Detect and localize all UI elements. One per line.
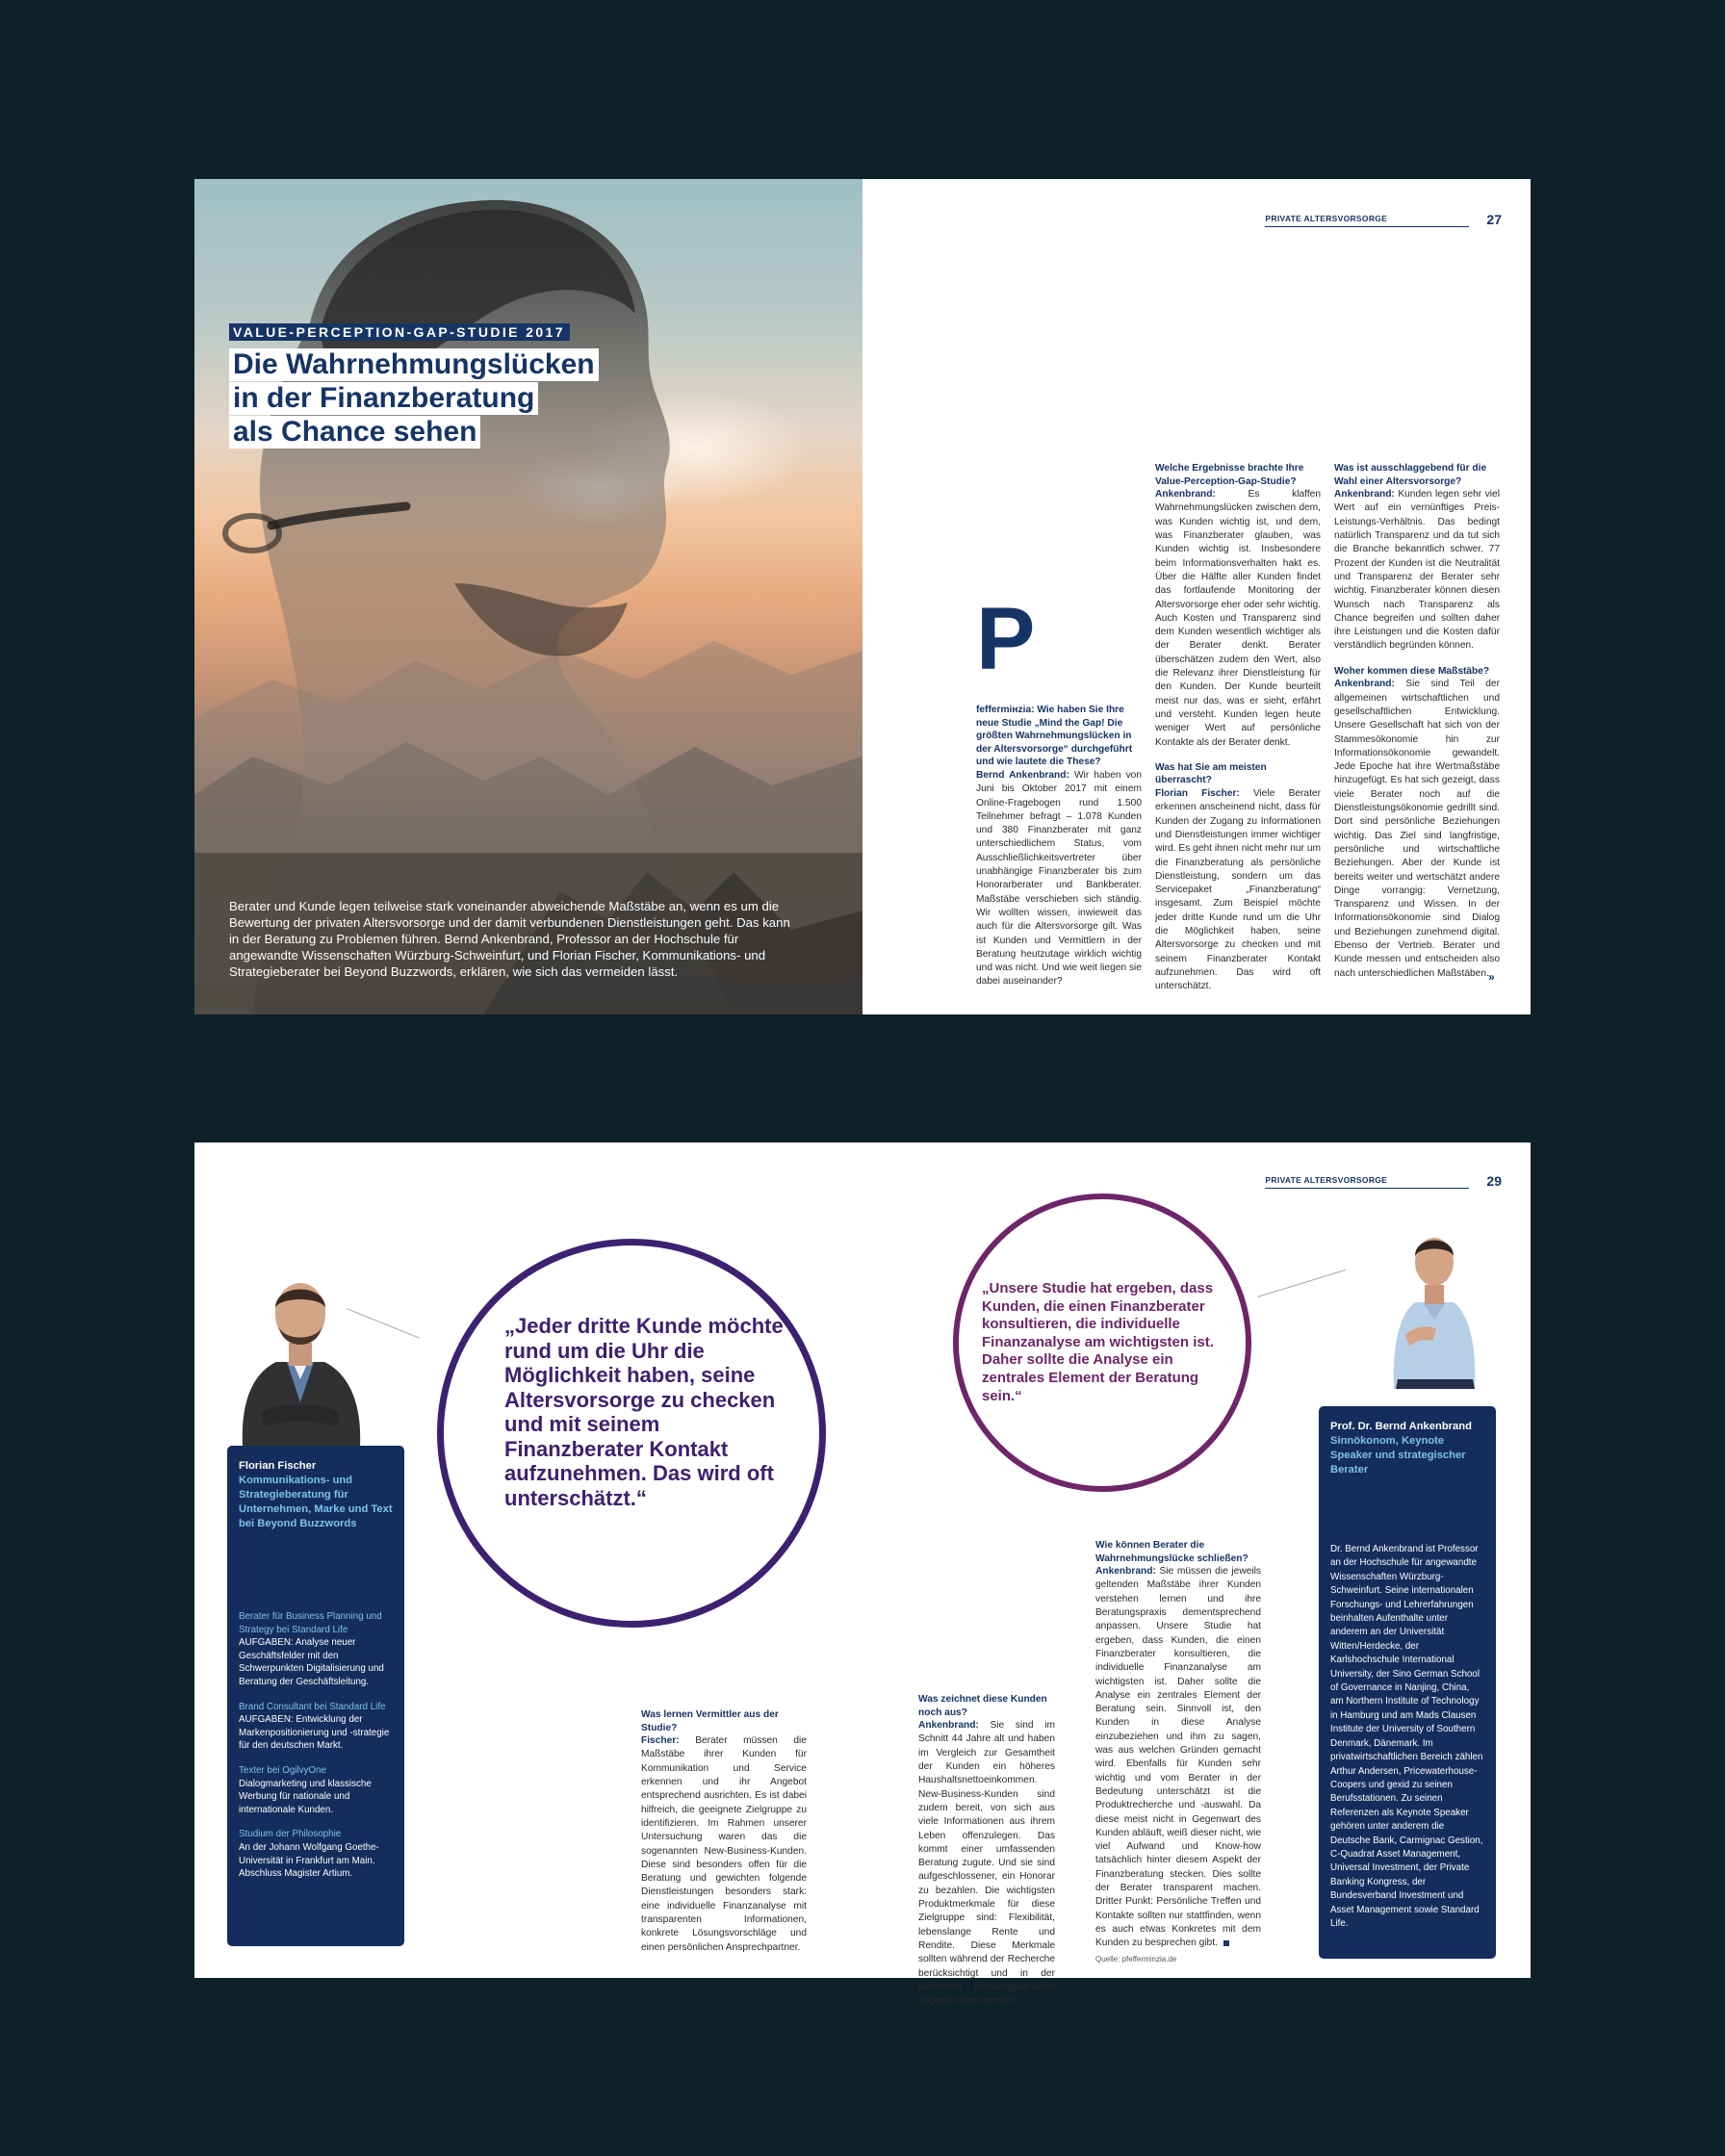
source-note: Quelle: pfefferminzia.de [1095, 1954, 1177, 1964]
article-column-1 [976, 704, 1142, 989]
career-entry-text: Dialogmarketing und klassische Werbung für nationale und internationale Kunden. [239, 1778, 372, 1815]
career-entry [239, 1701, 393, 1753]
speaker-label: Florian Fischer: [1155, 788, 1240, 800]
magazine-spread-page-27 [194, 179, 1531, 1014]
profile-role: Kommunikations- und Strategieberatung für Unternehmen, Marke und Text bei Beyond Buzzwords [239, 1475, 393, 1529]
career-entry-text: AUFGABEN: Analyse neuer Geschäftsfelder mit den Schwerpunkten Digitalisierung und Beratung der Geschäftsleitung. [239, 1637, 384, 1687]
interview-answer: Sie sind im Schnitt 44 Jahre alt und haben im Vergleich zur Gesamtheit der Kunden ein höheres Haushaltsnettoeinkommen. New-Business-Kunden sind zudem bereit, von sich aus viele Informationen aus ihrem Leben offenzulegen. Das kommt einer umfassenden Beratung zugute. Und sie sind aufgeschlossener, ein Honorar zu bezahlen. Die wichtigsten Produktmerkmale für diese Zielgruppe sind: Flexibilität, lebenslange Rente und Rendite. Diese Merkmale sollten während der Recherche berücksichtigt und in der konkreten Beratungssituation angesprochen werden. [918, 1720, 1055, 2007]
career-entry-text: An der Johann Wolfgang Goethe-Universität in Frankfurt am Main. Abschluss Magister Artium. [239, 1841, 379, 1880]
interview-question: Was ist ausschlaggebend für die Wahl einer Altersvorsorge? [1334, 463, 1487, 487]
interview-question: Welche Ergebnisse brachte Ihre Value-Perception-Gap-Studie? [1155, 463, 1304, 487]
speaker-label: Ankenbrand: [1334, 489, 1395, 500]
interview-answer: Wir haben von Juni bis Oktober 2017 mit einem Online-Fragebogen rund 1.500 Teilnehmer befragt – 1.078 Kunden und 380 Finanzberater mit ganz unterschiedlichem Status, vom Ausschließlichkeitsvertreter über unabhängige Finanzberater bis zum Honorarberater und Bankberater. Maßstäbe verschieben sich ständig. Wir wollten wissen, inwieweit das auch für die Altersvorsorge gilt. Was ist Kunden und Vermittlern in der Beratung heutzutage wirklich wichtig und was nicht. Und wie weit liegen sie dabei auseinander? [976, 769, 1142, 988]
headline-line-3: als Chance sehen [229, 416, 480, 449]
career-entry [239, 1828, 393, 1880]
article-column-b [918, 1693, 1055, 2008]
career-entry-title: Berater für Business Planning und Strategy bei Standard Life [239, 1611, 382, 1635]
interview-answer: Sie sind Teil der allgemeinen wirtschaftlichen und gesellschaftlichen Entwicklung. Unsere Gesellschaft hat sich von der Stammesökonomie hin zur Informationsökonomie gewandelt. Jede Epoche hat ihre Wertmaßstäbe hinzugefügt. Es hat sich gezeigt, dass viele Berater noch auf die Dienstleistungsökonomie gedrillt sind. Dort sind persönliche Beziehungen wichtig. Das Ziel sind langfristige, persönliche und wirtschaftliche Beziehungen. Aber der Kunde ist bereits weiter und wertschätzt andere Dinge vorrangig: Vernetzung, Transparenz und Wissen. In der Informationsökonomie sind Dialog und Beziehungen zunehmend digital. Ebenso der Vertrieb. Berater und Kunde messen und entscheiden also nach unterschiedlichen Maßstäben. [1334, 679, 1500, 979]
continue-arrow-icon: » [1488, 970, 1495, 984]
speaker-label: Ankenbrand: [918, 1720, 979, 1732]
fischer-profile-card [227, 1446, 404, 1946]
article-column-3 [1334, 462, 1500, 992]
article-column-c [1095, 1539, 1261, 1966]
running-header [1265, 212, 1502, 227]
interview-question: Woher kommen diese Maßstäbe? [1334, 665, 1490, 677]
interview-answer: Kunden legen sehr viel Wert auf ein vernünftiges Preis-Leistungs-Verhältnis. Das bedingt natürlich Transparenz und da tut sich die Branche bekanntlich schwer. 77 Prozent der Kunden ist die Neutralität und Transparenz der Berater sehr wichtig. Finanzberater können diesen Wunsch nach Transparenz als Chance begreifen und sollten daher ihre Leistungen und die Kosten dafür verständlich begründen können. [1334, 489, 1500, 652]
drop-cap: P [976, 590, 1036, 688]
article-lead: Berater und Kunde legen teilweise stark voneinander abweichende Maßstäbe an, wenn es um die Bewertung der privaten Altersvorsorge und der damit verbundenen Dienstleistungen geht. Das kann in der Beratung zu Problemen führen. Bernd Ankenbrand, Professor an der Hochschule für angewandte Wissenschaften Würzburg-Schweinfurt, und Florian Fischer, Kommunikations- und Strategieberater bei Beyond Buzzwords, erklären, wie sich das vermeiden lässt. [229, 899, 790, 979]
profile-role: Sinnökonom, Keynote Speaker und strategischer Berater [1330, 1435, 1466, 1476]
interview-answer: Es klaffen Wahrnehmungslücken zwischen dem, was Kunden wichtig ist, und dem, was Finanzberater glauben, was Kunden wichtig ist. Insbesondere beim Informationsverhalten hakt es. Über die Hälfte aller Kunden findet das fortlaufende Monitoring der Altersvorsorge eher oder sehr wichtig. Auch Kosten und Transparenz sind dem Kunden wesentlich wichtiger als der Berater denkt. Berater überschätzen zudem den Wert, also die Relevanz ihrer Dienstleistung für den Kunden. Der Kunde beurteilt meist nur das, was er sieht, erfährt und versteht. Kunden legen heute weniger Wert auf persönliche Kontakte als der Berater denkt. [1155, 489, 1321, 748]
career-entry-text: AUFGABEN: Entwicklung der Markenpositionierung und -strategie für den deutschen Markt. [239, 1714, 390, 1752]
interview-answer: Berater müssen die Maßstäbe ihrer Kunden für Kommunikation und Service erkennen und ihr Angebot entsprechend ausrichten. Es ist dabei hilfreich, die geeignete Zielgruppe zu identifizieren. Im Rahmen unserer Untersuchung waren das die sogenannten New-Business-Kunden. Diese sind besonders offen für die Beratung und gewichten folgende Dienstleistungen besonders stark: eine individuelle Finanzanalyse mit transparenten Informationen, konkrete Lösungsvorschläge und einen persönlichen Ansprechpartner. [641, 1735, 807, 1953]
section-title: PRIVATE ALTERSVORSORGE [1265, 1175, 1469, 1189]
end-of-article-icon [1223, 1940, 1229, 1946]
interview-question: feffermінzia: Wie haben Sie Ihre neue Studie „Mind the Gap! Die größten Wahrnehmungslücken in der Altersvorsorge“ durchgeführt und wie lautete die These? [976, 705, 1133, 768]
speaker-label: Fischer: [641, 1735, 680, 1747]
profile-silhouette-image [194, 179, 862, 1014]
career-entry [239, 1610, 393, 1689]
double-exposure-photo [194, 179, 862, 1014]
running-header [1265, 1173, 1502, 1189]
interview-question: Was lernen Vermittler aus der Studie? [641, 1709, 779, 1733]
interview-answer: Sie müssen die jeweils geltenden Maßstäbe ihrer Kunden verstehen lernen und ihre Beratungspraxis dementsprechend anpassen. Unsere Studie hat ergeben, dass Kunden, die einen Finanzberater konsultieren, die individuelle Finanzanalyse am wichtigsten ist. Daher sollte die Analyse ein zentrales Element der Beratung sein. Sinnvoll ist, den Kunden in diese Analyse einzubeziehen und ihm zu sagen, was aus welchen Gründen gemacht wird. Ebenfalls für Kunden sehr wichtig und vom Berater in der Bedeutung unterschätzt ist die Produktrecherche und -auswahl. Da diese meist nicht in Gegenwart des Kunden abläuft, weiß dieser nicht, wie viel Aufwand und Know-how tatsächlich hinter diesem Aspekt der Finanzberatung stecken. Dies sollte der Berater transparent machen. Dritter Punkt: Persönliche Treffen und Kontakte sollten nur stattfinden, wenn es auch etwas Konkretes mit dem Kunden zu besprechen gibt. [1095, 1566, 1261, 1949]
headline-line-1: Die Wahrnehmungslücken [229, 348, 599, 381]
profile-bio: Dr. Bernd Ankenbrand ist Professor an der Hochschule für angewandte Wissenschaften Würzburg-Schweinfurt. Seine internationalen Forschungs- und Lehrerfahrungen beinhalten Aufenthalte unter anderem an der Universität Witten/Herdecke, der Karlshochschule International University, der Sino German School of Governance in Nanjing, China, am Northern Institute of Technology in Hamburg und am Mads Clausen Institute der University of Southern Denmark, Dänemark. Im privatwirtschaftlichen Bereich zählen Arthur Andersen, Pricewaterhouse-Coopers und gexid zu seinen Berufsstationen. Zu seinen Referenzen als Keynote Speaker gehören unter anderem die Deutsche Bank, Carmignac Gestion, C-Quadrat Asset Management, Universal Investment, der Private Banking Kongress, der Bundesverband Investment und Asset Management sowie Standard Life. [1330, 1544, 1483, 1929]
career-entry-title: Studium der Philosophie [239, 1829, 342, 1840]
career-entry-title: Brand Consultant bei Standard Life [239, 1701, 386, 1712]
profile-name: Florian Fischer [239, 1460, 317, 1472]
quote-connector-line [1257, 1270, 1346, 1297]
speaker-label: Ankenbrand: [1095, 1566, 1156, 1578]
interview-answer: Viele Berater erkennen anscheinend nicht, dass für Kunden der Zugang zu Informationen und Dienstleistungen immer wichtiger wird. Es geht ihnen nicht mehr nur um die Finanzberatung als persönliche Dienstleistung, sondern um das Servicepaket „Finanzberatung“ insgesamt. Zum Beispiel möchte jeder dritte Kunde rund um die Uhr die Möglichkeit haben, seine Altersvorsorge zu checken und mit seinem Finanzberater Kontakt aufzunehmen. Das wird oft unterschätzt. [1155, 788, 1321, 992]
article-column-a [641, 1708, 807, 1955]
speaker-label: Bernd Ankenbrand: [976, 769, 1069, 781]
florian-fischer-portrait [233, 1258, 368, 1446]
article-column-2 [1155, 462, 1321, 1005]
bernd-ankenbrand-portrait [1377, 1219, 1492, 1389]
article-kicker: VALUE-PERCEPTION-GAP-STUDIE 2017 [229, 323, 570, 341]
career-entry [239, 1764, 393, 1816]
profile-name: Prof. Dr. Bernd Ankenbrand [1330, 1421, 1472, 1432]
interview-question: Wie können Berater die Wahrnehmungslücke schließen? [1095, 1540, 1249, 1564]
speaker-label: Ankenbrand: [1155, 489, 1216, 500]
pull-quote-1: „Jeder dritte Kunde möchte rund um die Uhr die Möglichkeit haben, seine Altersvorsorge zu checken und mit seinem Finanzberater Kontakt aufzunehmen. Das wird oft unterschätzt.“ [504, 1314, 784, 1510]
headline-line-2: in der Finanzberatung [229, 382, 538, 415]
section-title: PRIVATE ALTERSVORSORGE [1265, 214, 1469, 227]
ankenbrand-profile-card [1319, 1406, 1496, 1959]
speaker-label: Ankenbrand: [1334, 679, 1395, 690]
magazine-spread-page-29 [194, 1142, 1531, 2007]
article-headline [229, 348, 633, 449]
pull-quote-2: „Unsere Studie hat ergeben, dass Kunden, die einen Finanzberater konsultieren, die individuelle Finanzanalyse am wichtigsten ist. Daher sollte die Analyse ein zentrales Element der Beratung sein.“ [982, 1280, 1214, 1404]
interview-question: Was zeichnet diese Kunden noch aus? [918, 1694, 1047, 1718]
page-number: 29 [1486, 1173, 1502, 1189]
career-entry-title: Texter bei OgilvyOne [239, 1764, 326, 1776]
page-number: 27 [1486, 212, 1502, 227]
interview-question: Was hat Sie am meisten überrascht? [1155, 761, 1267, 786]
